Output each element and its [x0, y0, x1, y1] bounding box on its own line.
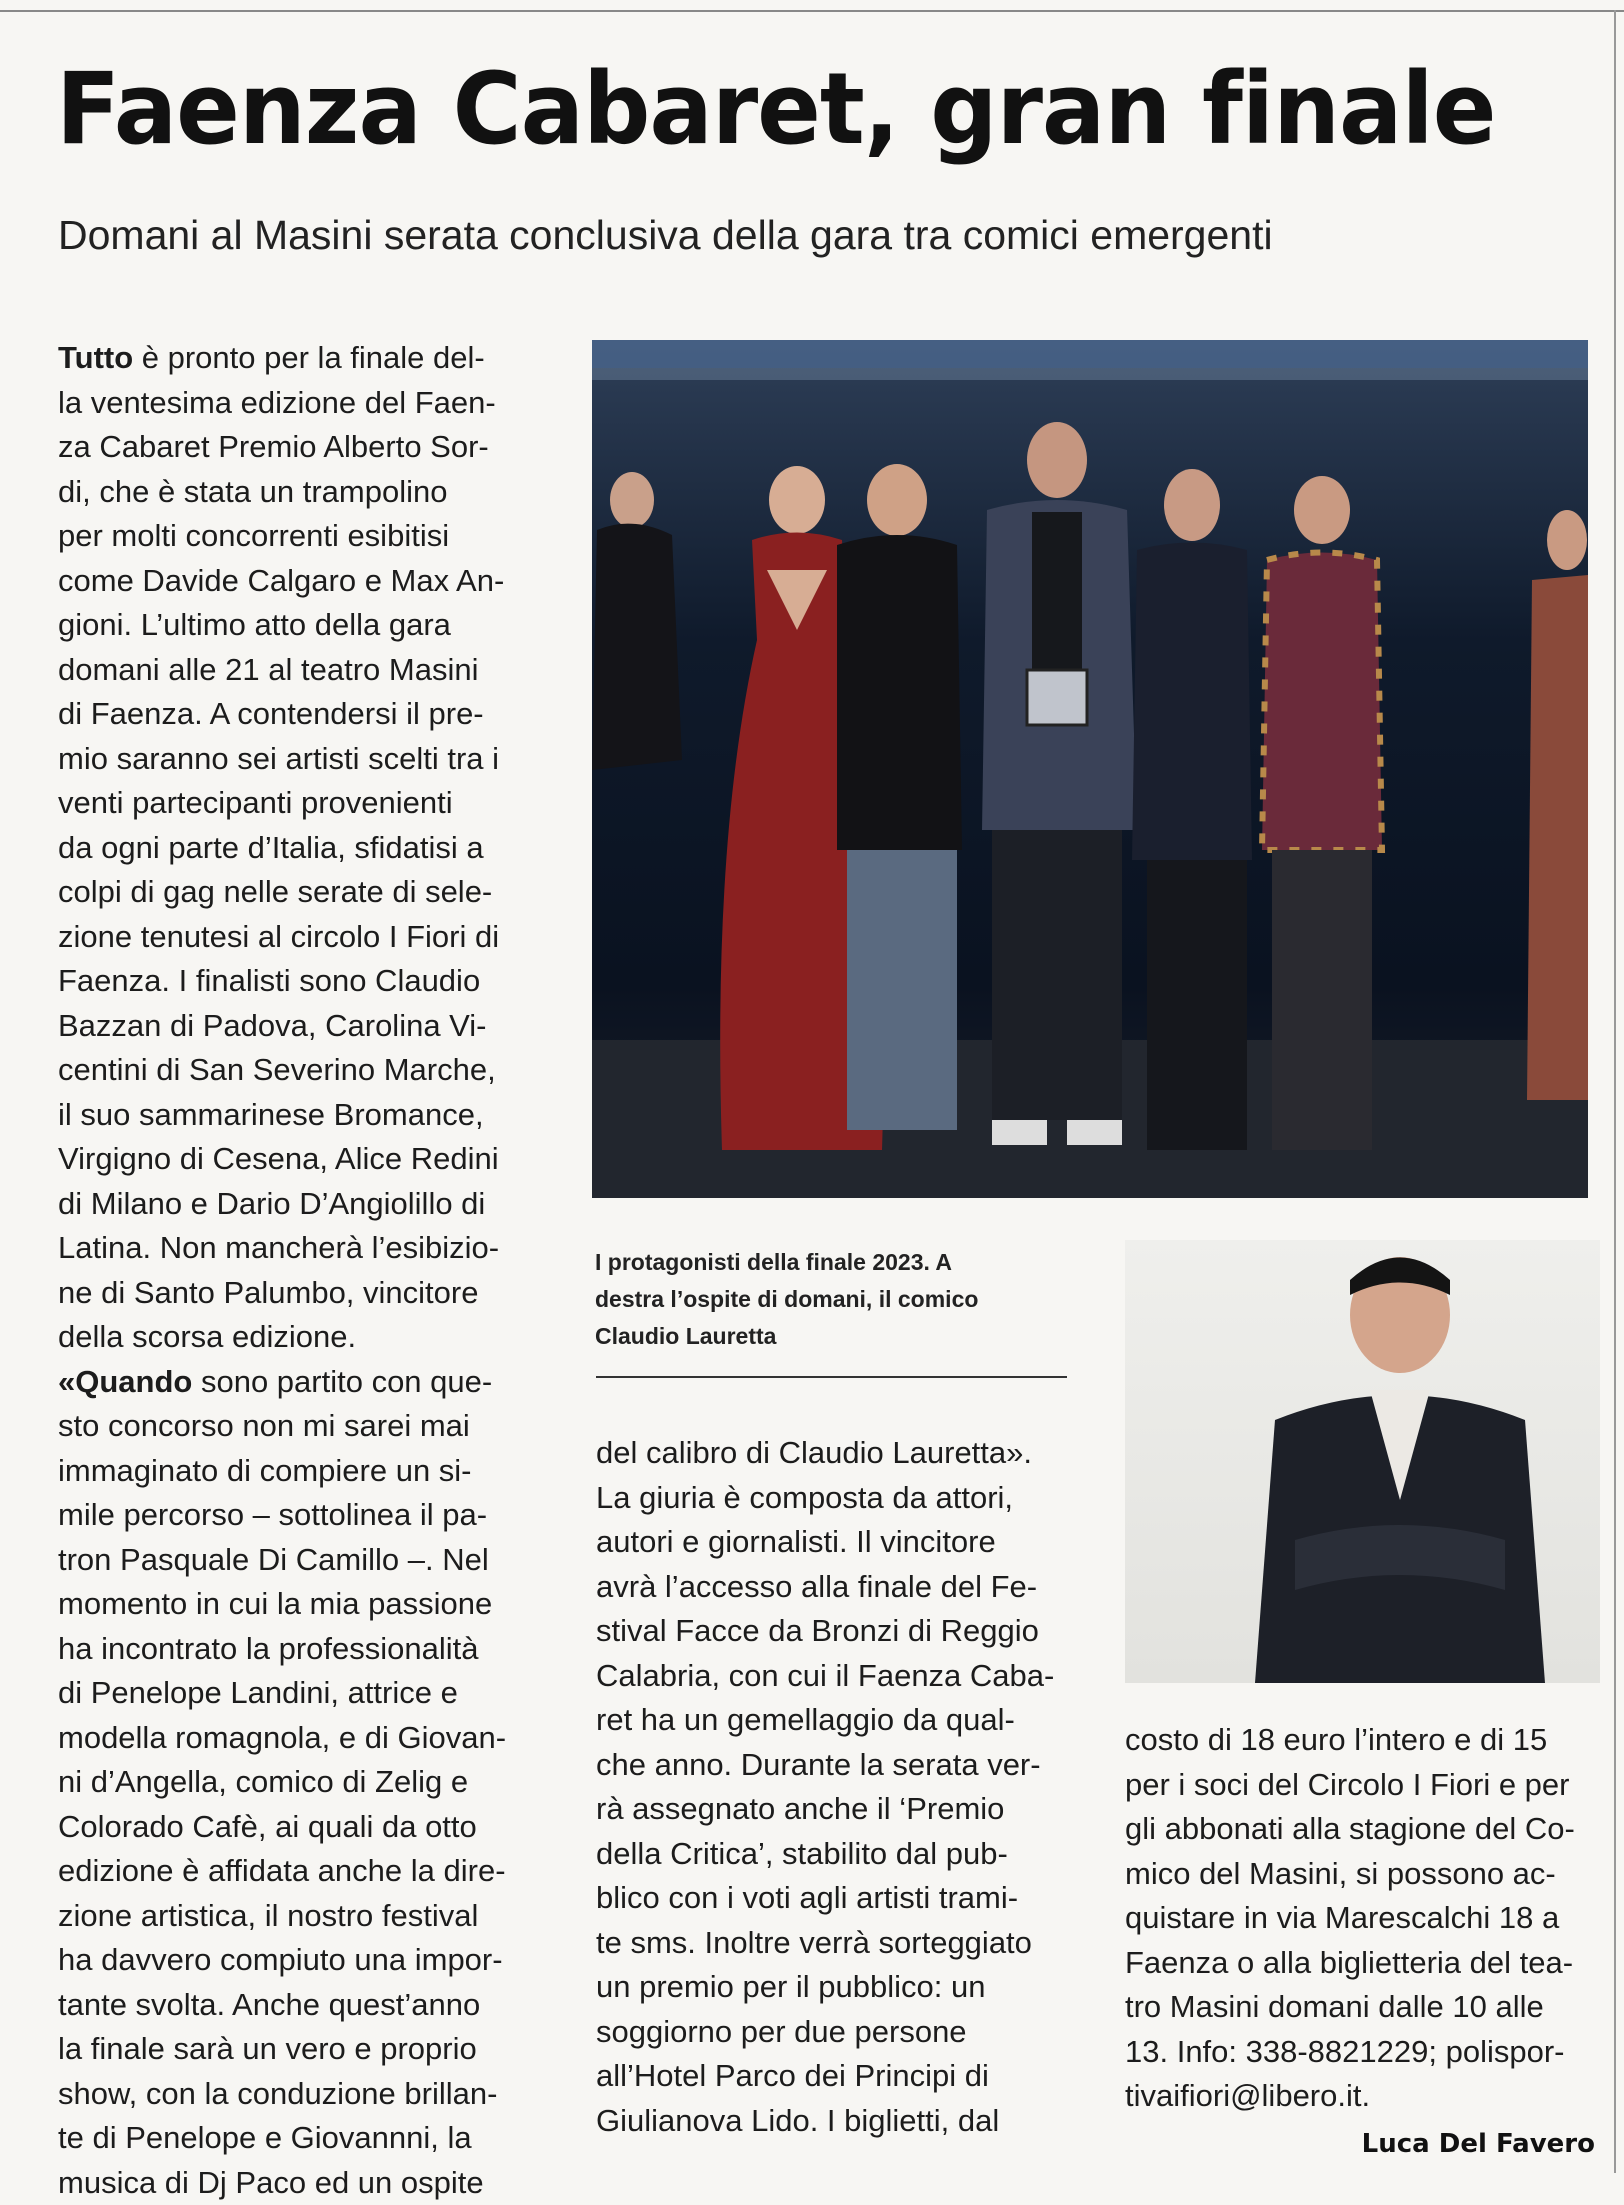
text-line: tro Masini domani dalle 10 alle: [1125, 1989, 1544, 2024]
photo-caption: [595, 1244, 1065, 1355]
text-line: la ventesima edizione del Faen-: [58, 384, 496, 420]
text-line: un premio per il pubblico: un: [596, 1969, 986, 2004]
text-line: del calibro di Claudio Lauretta».: [596, 1435, 1032, 1470]
text-line: edizione è affidata anche la dire-: [58, 1853, 506, 1888]
quote-lead: «Quando: [58, 1363, 193, 1399]
text-line: di Faenza. A contendersi il pre-: [58, 696, 484, 731]
text-line: Virgigno di Cesena, Alice Redini: [58, 1141, 499, 1176]
text-line: tron Pasquale Di Camillo –. Nel: [58, 1541, 489, 1577]
text-line: della scorsa edizione.: [58, 1319, 357, 1354]
text-line: di Penelope Landini, attrice e: [58, 1675, 458, 1710]
author-byline: Luca Del Favero: [1361, 2129, 1595, 2159]
headline: Faenza Cabaret, gran finale: [56, 52, 1496, 167]
text-line: come Davide Calgaro e Max An-: [58, 562, 505, 598]
paragraph-lines: [58, 336, 538, 2205]
article-column-2: [596, 1431, 1071, 2143]
subheadline: Domani al Masini serata conclusiva della gara tra comici emergenti: [58, 212, 1273, 258]
text-line: tivaifiori@libero.it.: [1125, 2078, 1371, 2113]
text-line: della Critica’, stabilito dal pub-: [596, 1835, 1008, 1871]
text-line: ha davvero compiuto una impor-: [58, 1942, 503, 1977]
text-line: mile percorso – sottolinea il pa-: [58, 1497, 488, 1532]
caption-divider: [596, 1376, 1067, 1378]
text-line: di, che è stata un trampolino: [58, 473, 448, 509]
text-line: sono partito con que-: [192, 1363, 493, 1399]
text-line: autori e giornalisti. Il vincitore: [596, 1524, 996, 1559]
text-line: centini di San Severino Marche,: [58, 1052, 496, 1087]
text-line: za Cabaret Premio Alberto Sor-: [58, 429, 489, 464]
text-line: ha incontrato la professionalità: [58, 1630, 479, 1666]
text-line: colpi di gag nelle serate di sele-: [58, 874, 493, 909]
text-line: blico con i voti agli artisti trami-: [596, 1880, 1019, 1915]
text-line: per i soci del Circolo I Fiori e per: [1125, 1766, 1570, 1802]
text-line: ret ha un gemellaggio da qual-: [596, 1702, 1015, 1737]
text-line: mio saranno sei artisti scelti tra i: [58, 740, 500, 776]
text-line: musica di Dj Paco ed un ospite: [58, 2164, 484, 2200]
text-line: il suo sammarinese Bromance,: [58, 1096, 484, 1132]
text-line: è pronto per la finale del-: [133, 340, 485, 375]
text-line: Faenza o alla biglietteria del tea-: [1125, 1944, 1574, 1980]
text-line: di Milano e Dario D’Angiolillo di: [58, 1185, 486, 1221]
text-line: Faenza. I finalisti sono Claudio: [58, 963, 481, 998]
article-column-1: [58, 336, 538, 2205]
caption-line: Claudio Lauretta: [595, 1323, 777, 1349]
text-line: che anno. Durante la serata ver-: [596, 1746, 1041, 1782]
text-line: Giulianova Lido. I biglietti, dal: [596, 2102, 1000, 2138]
text-line: La giuria è composta da attori,: [596, 1479, 1014, 1515]
caption-line: I protagonisti della finale 2023. A: [595, 1249, 953, 1275]
text-line: Calabria, con cui il Faenza Caba-: [596, 1657, 1055, 1693]
paragraph-lines: [1125, 1718, 1598, 2119]
lead-word: Tutto: [58, 340, 134, 375]
text-line: immaginato di compiere un si-: [58, 1452, 472, 1488]
text-line: mico del Masini, si possono ac-: [1125, 1855, 1556, 1891]
text-line: zione tenutesi al circolo I Fiori di: [58, 918, 500, 954]
text-line: quistare in via Marescalchi 18 a: [1125, 1900, 1560, 1935]
top-rule: [0, 10, 1624, 12]
text-line: per molti concorrenti esibitisi: [58, 518, 450, 553]
text-line: show, con la conduzione brillan-: [58, 2075, 498, 2111]
text-line: avrà l’accesso alla finale del Fe-: [596, 1568, 1038, 1604]
text-line: modella romagnola, e di Giovan-: [58, 1719, 507, 1755]
text-line: venti partecipanti provenienti: [58, 785, 453, 820]
stage-illustration: [592, 340, 1588, 1198]
text-line: 13. Info: 338-8821229; polispor-: [1125, 2033, 1565, 2069]
text-line: gioni. L’ultimo atto della gara: [58, 607, 451, 642]
text-line: sto concorso non mi sarei mai: [58, 1408, 470, 1443]
text-line: costo di 18 euro l’intero e di 15: [1125, 1722, 1548, 1757]
text-line: all’Hotel Parco dei Principi di: [596, 2058, 989, 2093]
text-line: domani alle 21 al teatro Masini: [58, 651, 479, 687]
text-line: Latina. Non mancherà l’esibizio-: [58, 1230, 500, 1265]
caption-line: destra l’ospite di domani, il comico: [595, 1286, 979, 1312]
text-line: te sms. Inoltre verrà sorteggiato: [596, 1924, 1032, 1960]
text-line: ne di Santo Palumbo, vincitore: [58, 1274, 479, 1310]
text-line: Bazzan di Padova, Carolina Vi-: [58, 1007, 487, 1043]
paragraph-lines: [596, 1431, 1071, 2143]
portrait-illustration: [1125, 1240, 1600, 1683]
photo-claudio-lauretta: [1125, 1240, 1600, 1683]
text-line: stival Facce da Bronzi di Reggio: [596, 1613, 1039, 1648]
text-line: ni d’Angella, comico di Zelig e: [58, 1764, 469, 1799]
text-line: soggiorno per due persone: [596, 2013, 967, 2049]
text-line: tante svolta. Anche quest’anno: [58, 1986, 481, 2022]
text-line: gli abbonati alla stagione del Co-: [1125, 1811, 1575, 1846]
text-line: da ogni parte d’Italia, sfidatisi a: [58, 829, 484, 865]
right-rule: [1614, 10, 1616, 2173]
article-column-3: [1125, 1718, 1598, 2119]
text-line: zione artistica, il nostro festival: [58, 1897, 479, 1933]
text-line: momento in cui la mia passione: [58, 1586, 493, 1621]
text-line: Colorado Cafè, ai quali da otto: [58, 1808, 477, 1844]
photo-finalists-stage: [592, 340, 1588, 1198]
text-line: rà assegnato anche il ‘Premio: [596, 1791, 1005, 1826]
text-line: te di Penelope e Giovannni, la: [58, 2120, 472, 2155]
text-line: la finale sarà un vero e proprio: [58, 2031, 477, 2066]
